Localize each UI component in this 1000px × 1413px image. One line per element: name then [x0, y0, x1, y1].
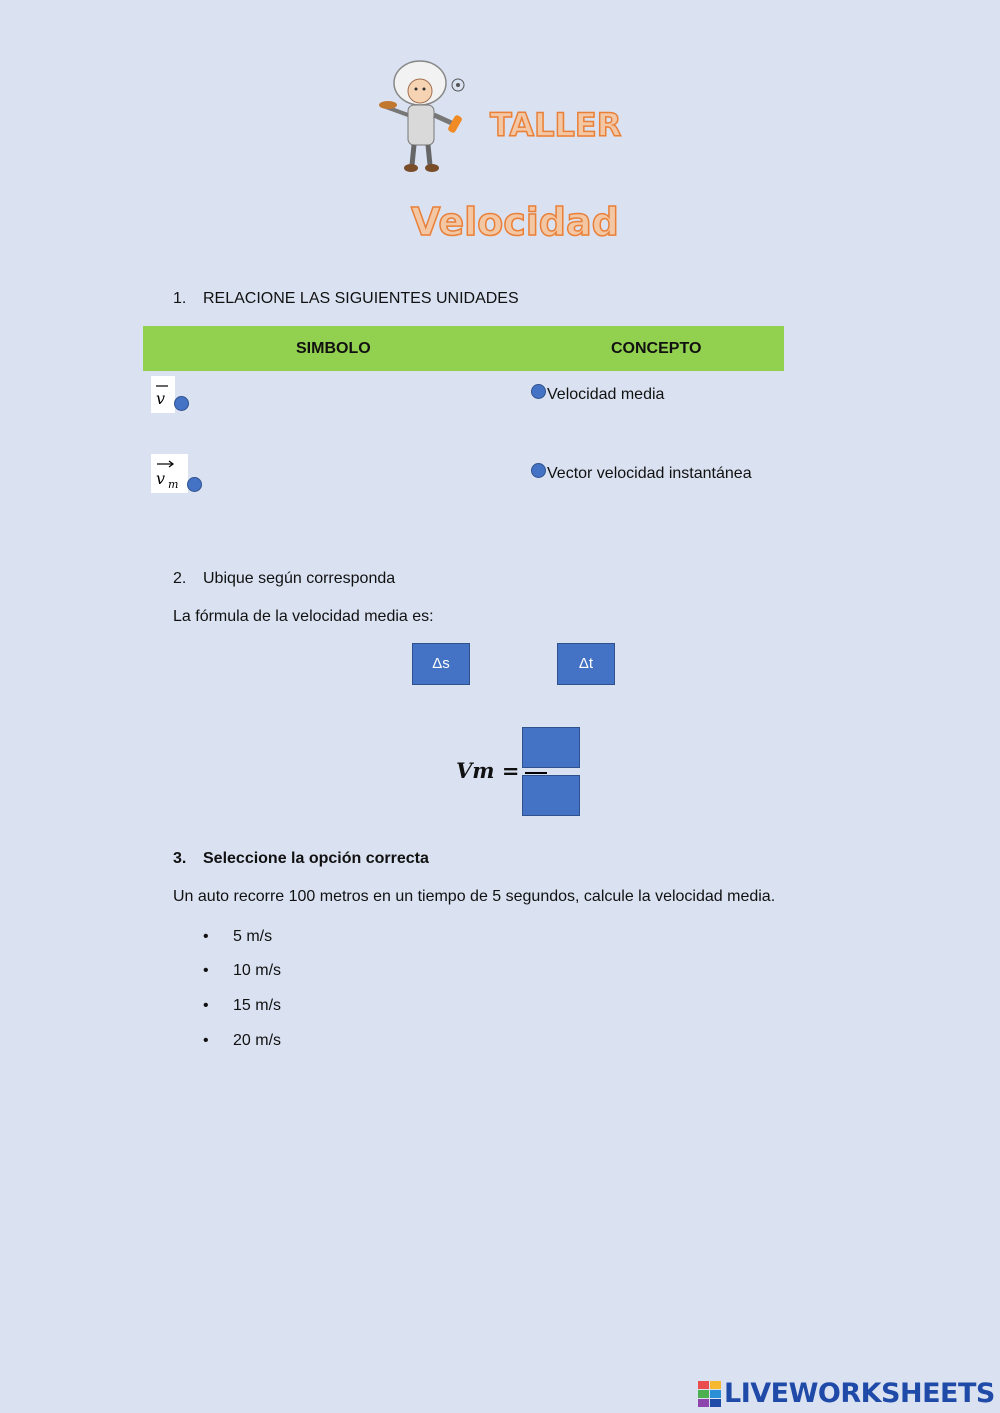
- bullet-icon: •: [203, 1032, 209, 1049]
- question-text: Seleccione la opción correcta: [203, 850, 429, 867]
- question-2: [173, 570, 395, 588]
- formula-prompt: La fórmula de la velocidad media es:: [173, 608, 434, 625]
- column-header-concept: CONCEPTO: [611, 340, 702, 357]
- question-3: [173, 850, 429, 868]
- answer-label: 10 m/s: [233, 962, 282, 979]
- question-text: RELACIONE LAS SIGUIENTES UNIDADES: [203, 290, 519, 307]
- match-dot-concept-1[interactable]: [531, 384, 546, 399]
- drag-option-delta-t[interactable]: Δt: [557, 643, 615, 685]
- question-number: 1.: [173, 290, 187, 307]
- logo-grid-icon: [698, 1381, 722, 1407]
- problem-statement: Un auto recorre 100 metros en un tiempo de 5 segundos, calcule la velocidad media.: [173, 888, 776, 905]
- scientist-mascot-image: [378, 55, 473, 175]
- answer-option-2[interactable]: [203, 962, 281, 980]
- match-dot-symbol-1[interactable]: [174, 396, 189, 411]
- taller-title: TALLER: [490, 106, 622, 144]
- bullet-icon: •: [203, 962, 209, 979]
- concept-instant-velocity: Vector velocidad instantánea: [547, 465, 752, 482]
- question-1: [173, 290, 519, 308]
- question-text: Ubique según corresponda: [203, 570, 396, 587]
- symbol-vector-velocity: [151, 454, 188, 493]
- bullet-icon: •: [203, 997, 209, 1014]
- match-dot-symbol-2[interactable]: [187, 477, 202, 492]
- page-title: Velocidad: [411, 200, 619, 244]
- liveworksheets-logo: [698, 1378, 994, 1410]
- denominator-drop-zone[interactable]: [522, 775, 580, 816]
- numerator-drop-zone[interactable]: [522, 727, 580, 768]
- question-number: 3.: [173, 850, 187, 867]
- table-header: [143, 326, 784, 371]
- question-number: 2.: [173, 570, 187, 587]
- symbol-average-velocity: [151, 376, 175, 413]
- svg-text:v: v: [156, 469, 166, 488]
- brand-name: LIVEWORKSHEETS: [724, 1378, 995, 1409]
- svg-text:m: m: [168, 478, 179, 491]
- svg-text:v: v: [156, 389, 166, 408]
- fraction-bar: [525, 772, 547, 774]
- answer-label: 20 m/s: [233, 1032, 282, 1049]
- column-header-symbol: SIMBOLO: [296, 340, 371, 357]
- bullet-icon: •: [203, 928, 209, 945]
- answer-label: 5 m/s: [233, 928, 273, 945]
- answer-label: 15 m/s: [233, 997, 282, 1014]
- answer-option-1[interactable]: [203, 928, 272, 946]
- formula-lhs: Vm =: [456, 758, 520, 783]
- drag-option-delta-s[interactable]: Δs: [412, 643, 470, 685]
- match-dot-concept-2[interactable]: [531, 463, 546, 478]
- answer-option-4[interactable]: [203, 1032, 281, 1050]
- concept-average-velocity: Velocidad media: [547, 386, 665, 403]
- answer-option-3[interactable]: [203, 997, 281, 1015]
